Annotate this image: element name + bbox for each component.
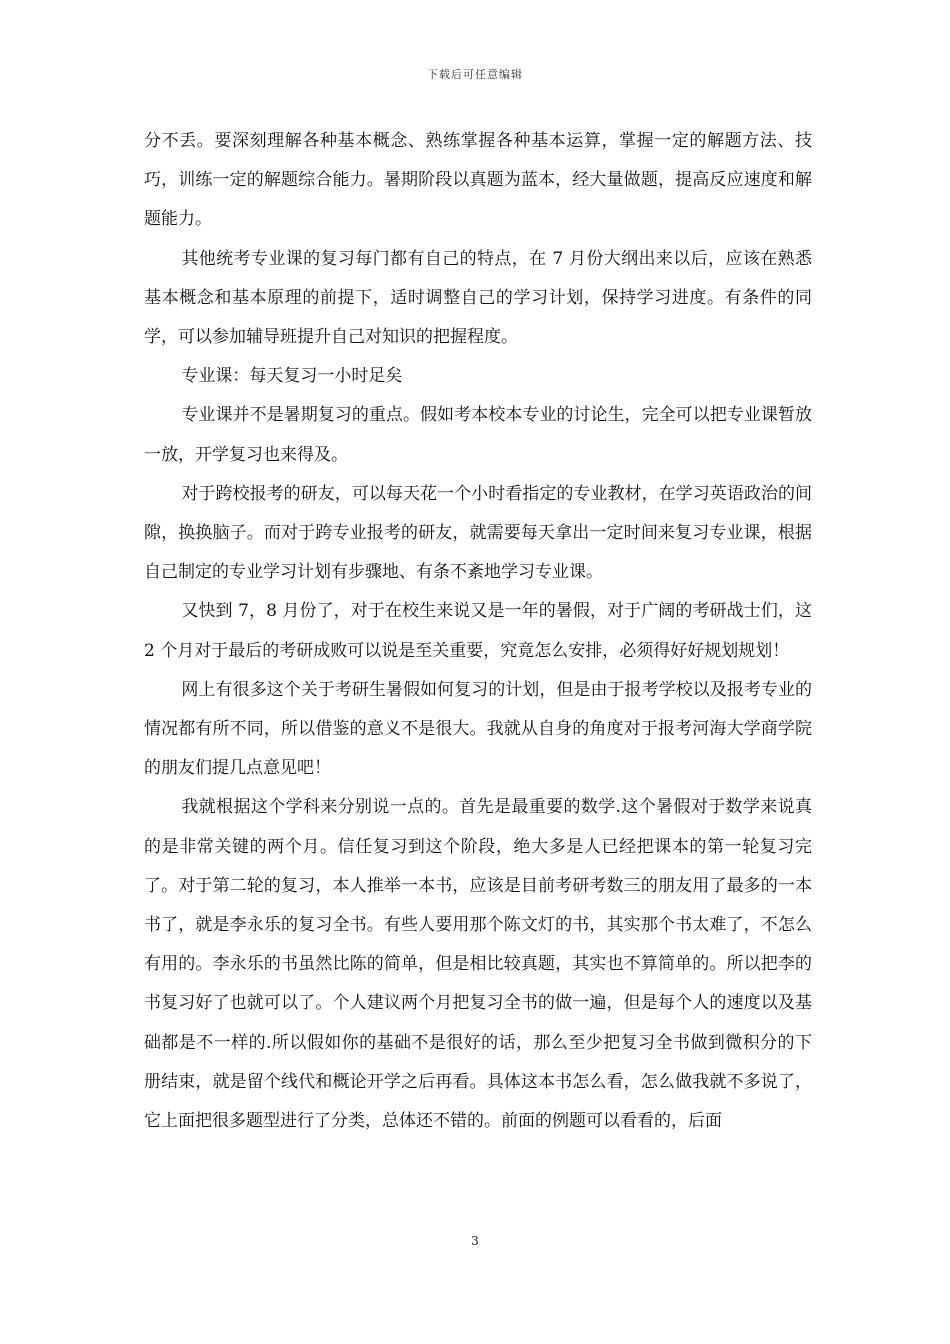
- page-number: 3: [471, 1234, 479, 1248]
- paragraph-5: 对于跨校报考的研友，可以每天花一个小时看指定的专业教材，在学习英语政治的间隙，换换脑子。而对于跨专业报考的研友，就需要每天拿出一定时间来复习专业课，根据自己制定的专业学习计划有步骤地、有条不紊地学习专业课。: [144, 483, 812, 583]
- paragraph-7: 网上有很多这个关于考研生暑假如何复习的计划，但是由于报考学校以及报考专业的情况都有所不同，所以借鉴的意义不是很大。我就从自身的角度对于报考河海大学商学院的朋友们提几点意见吧！: [144, 679, 812, 779]
- paragraph-2: 其他统考专业课的复习每门都有自己的特点，在 7 月份大纲出来以后，应该在熟悉基本概念和基本原理的前提下，适时调整自己的学习计划，保持学习进度。有条件的同学，可以参加辅导班提升自己对知识的把握程度。: [144, 248, 812, 348]
- paragraph-1: 分不丢。要深刻理解各种基本概念、熟练掌握各种基本运算，掌握一定的解题方法、技巧，训练一定的解题综合能力。暑期阶段以真题为蓝本，经大量做题，提高反应速度和解题能力。: [144, 131, 812, 230]
- document-body: [144, 122, 812, 1141]
- paragraph-4: 专业课并不是暑期复习的重点。假如考本校本专业的讨论生，完全可以把专业课暂放一放，开学复习也来得及。: [144, 405, 812, 465]
- section-heading-paragraph: 专业课：每天复习一小时足矣: [181, 366, 403, 387]
- paragraph-6: 又快到 7，8 月份了，对于在校生来说又是一年的暑假，对于广阔的考研战士们，这 2 个月对于最后的考研成败可以说是至关重要，究竟怎么安排，必须得好好规划规划！: [144, 601, 812, 661]
- page-header: 下载后可任意编辑: [427, 68, 523, 81]
- paragraph-8: 我就根据这个学科来分别说一点的。首先是最重要的数学.这个暑假对于数学来说真的是非常关键的两个月。信任复习到这个阶段，绝大多是人已经把课本的第一轮复习完了。对于第二轮的复习，本人推举一本书，应该是目前考研考数三的朋友用了最多的一本书了，就是李永乐的复习全书。有些人要用那个陈文灯的书，其实那个书太难了，不怎么有用的。李永乐的书虽然比陈的简单，但是相比较真题，其实也不算简单的。所以把李的书复习好了也就可以了。个人建议两个月把复习全书的做一遍，但是每个人的速度以及基础都是不一样的.所以假如你的基础不是很好的话，那么至少把复习全书做到微积分的下册结束，就是留个线代和概论开学之后再看。具体这本书怎么看，怎么做我就不多说了，它上面把很多题型进行了分类，总体还不错的。前面的例题可以看看的，后面: [144, 797, 812, 1132]
